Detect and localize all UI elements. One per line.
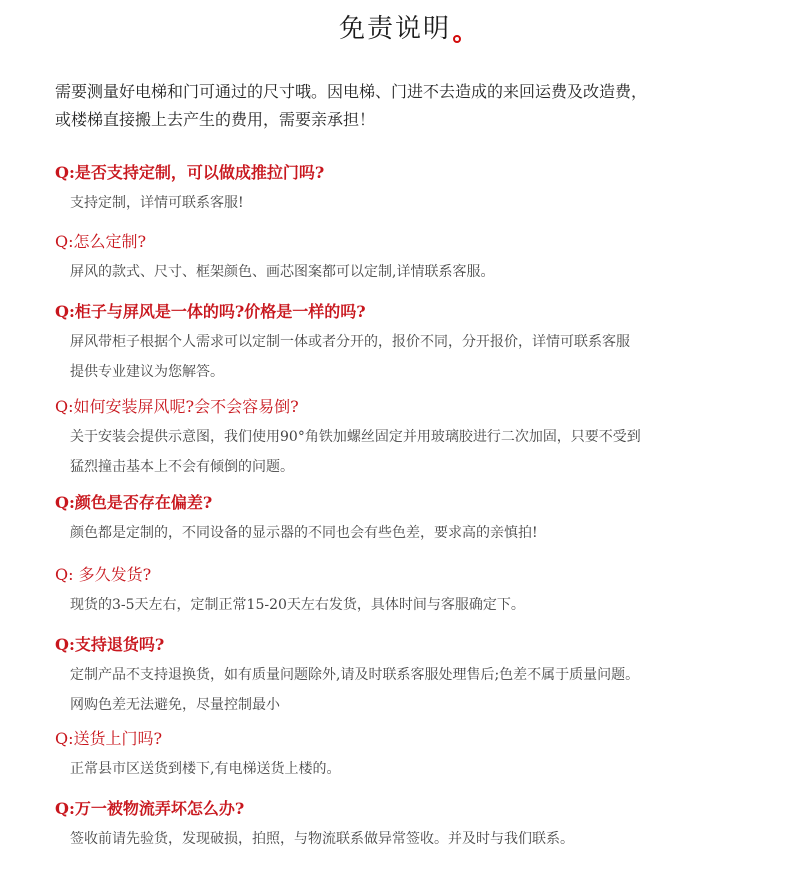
faq-item-shipping-time	[55, 562, 755, 620]
faq-item-returns	[55, 632, 755, 720]
faq-answer	[55, 660, 755, 720]
faq-answer-line: 网购色差无法避免，尽量控制最小	[70, 697, 280, 713]
faq-answer-line: 定制产品不支持退换货，如有质量问题除外,请及时联系客服处理售后;色差不属于质量问题。	[70, 667, 640, 683]
faq-question: Q:怎么定制?	[55, 232, 147, 251]
faq-answer-line: 现货的3-5天左右，定制正常15-20天左右发货，具体时间与客服确定下。	[70, 597, 525, 613]
faq-item-color-deviation	[55, 490, 755, 548]
faq-answer	[55, 590, 755, 620]
faq-item-customization	[55, 160, 755, 218]
faq-item-shipping-damage	[55, 796, 755, 854]
faq-item-cabinet-screen	[55, 299, 755, 387]
faq-answer	[55, 518, 755, 548]
faq-answer	[55, 824, 755, 854]
intro-line-2: 或楼梯直接搬上去产生的费用，需要亲承担！	[55, 110, 376, 129]
intro-notice	[55, 78, 755, 134]
title-area	[0, 8, 790, 45]
faq-answer	[55, 754, 755, 784]
faq-answer	[55, 327, 755, 387]
faq-question: Q:如何安装屏风呢?会不会容易倒?	[55, 397, 299, 416]
faq-answer-line: 提供专业建议为您解答。	[70, 364, 224, 380]
faq-question: Q:送货上门吗?	[55, 729, 163, 748]
intro-line-1: 需要测量好电梯和门可通过的尺寸哦。因电梯、门进不去造成的来回运费及改造费，	[55, 82, 648, 101]
faq-answer	[55, 422, 755, 482]
faq-question: Q: 多久发货?	[55, 565, 152, 584]
faq-item-installation	[55, 394, 755, 482]
faq-answer	[55, 257, 755, 287]
title-dot-decoration	[453, 35, 461, 43]
faq-question: Q:是否支持定制，可以做成推拉门吗?	[55, 163, 325, 182]
faq-answer-line: 正常县市区送货到楼下,有电梯送货上楼的。	[70, 761, 341, 777]
faq-question: Q:支持退货吗?	[55, 635, 165, 654]
faq-answer-line: 关于安装会提供示意图，我们使用90°角铁加螺丝固定并用玻璃胶进行二次加固，只要不受到	[70, 429, 641, 445]
faq-question: Q:柜子与屏风是一体的吗?价格是一样的吗?	[55, 302, 366, 321]
faq-item-how-to-customize	[55, 229, 755, 287]
faq-answer-line: 屏风带柜子根据个人需求可以定制一体或者分开的，报价不同，分开报价，详情可联系客服	[70, 334, 630, 350]
faq-answer-line: 支持定制，详情可联系客服!	[70, 195, 244, 211]
faq-item-delivery	[55, 726, 755, 784]
faq-answer	[55, 188, 755, 218]
faq-question: Q:颜色是否存在偏差?	[55, 493, 213, 512]
page-title-text: 免责说明	[338, 14, 451, 44]
faq-question: Q:万一被物流弄坏怎么办?	[55, 799, 245, 818]
faq-answer-line: 猛烈撞击基本上不会有倾倒的问题。	[70, 459, 294, 475]
faq-answer-line: 颜色都是定制的，不同设备的显示器的不同也会有些色差，要求高的亲慎拍!	[70, 525, 538, 541]
page-title	[339, 8, 451, 45]
faq-answer-line: 签收前请先验货，发现破损，拍照，与物流联系做异常签收。并及时与我们联系。	[70, 831, 574, 847]
faq-answer-line: 屏风的款式、尺寸、框架颜色、画芯图案都可以定制,详情联系客服。	[70, 264, 495, 280]
